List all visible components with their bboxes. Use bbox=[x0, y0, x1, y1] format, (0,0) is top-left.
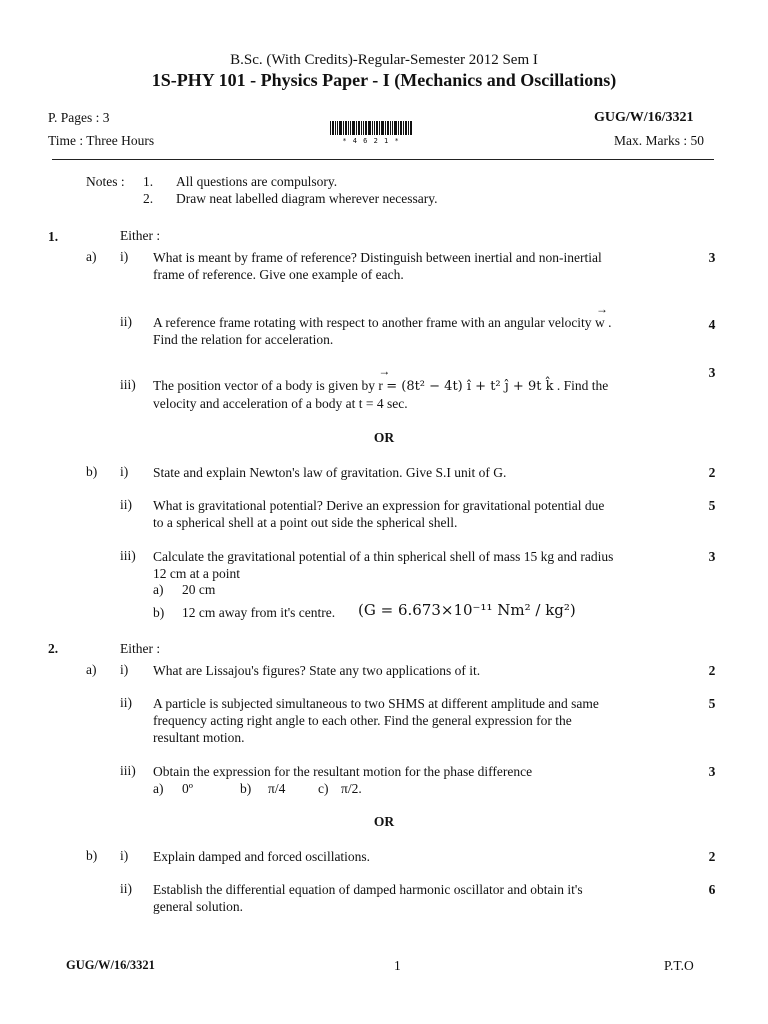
question-text: Obtain the expression for the resultant motion for the phase difference bbox=[153, 764, 533, 779]
vector-arrow: → bbox=[595, 302, 608, 316]
sub-question-number: iii) bbox=[120, 548, 136, 563]
gravitational-constant: (G = 6.673×10⁻¹¹ Nm² / kg²) bbox=[358, 601, 576, 619]
note-number: 2. bbox=[143, 191, 154, 206]
marks: 2 bbox=[708, 465, 716, 480]
marks: 3 bbox=[708, 549, 716, 564]
sub-question-number: i) bbox=[120, 848, 129, 863]
question-text: What is gravitational potential? Derive an expression for gravitational potential due to a spherical shell at a point out side the spherical shell. bbox=[153, 498, 605, 530]
page-count: P. Pages : 3 bbox=[48, 110, 110, 125]
sub-question-number: iii) bbox=[120, 377, 136, 392]
either-label: Either : bbox=[120, 641, 161, 656]
or-separator: OR bbox=[373, 814, 395, 829]
option-text: π/2. bbox=[341, 781, 362, 796]
option-label: b) bbox=[240, 781, 252, 796]
marks: 5 bbox=[708, 696, 716, 711]
question-text: Explain damped and forced oscillations. bbox=[153, 849, 371, 864]
option-label: a) bbox=[153, 582, 164, 597]
max-marks: Max. Marks : 50 bbox=[614, 133, 704, 148]
sub-question-number: i) bbox=[120, 249, 129, 264]
pto-label: P.T.O bbox=[664, 958, 694, 973]
or-separator: OR bbox=[373, 430, 395, 445]
question-text: Calculate the gravitational potential of a thin spherical shell of mass 15 kg and radius 12 cm at a point bbox=[153, 549, 614, 581]
question-text: Establish the differential equation of damped harmonic oscillator and obtain it's general solution. bbox=[153, 882, 583, 914]
sub-question-number: i) bbox=[120, 464, 129, 479]
either-label: Either : bbox=[120, 228, 161, 243]
time-allowed: Time : Three Hours bbox=[48, 133, 155, 148]
position-equation: = (8t² − 4t) î + t² ĵ + 9t k̂ bbox=[386, 379, 554, 394]
paper-title: 1S-PHY 101 - Physics Paper - I (Mechanics and Oscillations) bbox=[151, 70, 617, 90]
note-text: All questions are compulsory. bbox=[176, 174, 338, 189]
question-text: The position vector of a body is given by → r = (8t² − 4t) î + t² ĵ + 9t k̂ . Find the velocity and acceleration of a body at t = 4 sec. bbox=[153, 364, 609, 411]
option-text: 20 cm bbox=[182, 582, 216, 597]
question-text: What is meant by frame of reference? Distinguish between inertial and non-inertial frame of reference. Give one example of each. bbox=[153, 250, 602, 282]
marks: 3 bbox=[708, 365, 716, 380]
part-label: b) bbox=[86, 464, 98, 479]
paper-code: GUG/W/16/3321 bbox=[594, 110, 694, 125]
page-number: 1 bbox=[394, 958, 401, 973]
question-text: What are Lissajou's figures? State any two applications of it. bbox=[153, 663, 481, 678]
notes-label: Notes : bbox=[86, 174, 125, 189]
sub-question-number: ii) bbox=[120, 497, 132, 512]
part-label: a) bbox=[86, 662, 97, 677]
course-line: B.Sc. (With Credits)-Regular-Semester 2012 Sem I bbox=[230, 52, 538, 68]
question-number: 1. bbox=[48, 229, 59, 244]
option-label: b) bbox=[153, 605, 165, 620]
option-label: a) bbox=[153, 781, 164, 796]
question-text: State and explain Newton's law of gravitation. Give S.I unit of G. bbox=[153, 465, 507, 480]
question-text: A particle is subjected simultaneous to two SHMS at different amplitude and same frequency acting right angle to each other. Find the general expression for the resultant motion. bbox=[153, 696, 599, 745]
vector-w: w bbox=[594, 315, 605, 330]
barcode-number: * 4 6 2 1 * bbox=[342, 137, 400, 145]
barcode bbox=[330, 121, 412, 135]
sub-question-number: ii) bbox=[120, 314, 132, 329]
option-text: 0º bbox=[182, 781, 193, 796]
footer-code: GUG/W/16/3321 bbox=[66, 958, 155, 972]
marks: 4 bbox=[708, 317, 716, 332]
marks: 2 bbox=[708, 849, 716, 864]
marks: 6 bbox=[708, 882, 716, 897]
note-text: Draw neat labelled diagram wherever necessary. bbox=[176, 191, 438, 206]
option-text: 12 cm away from it's centre. bbox=[182, 605, 336, 620]
sub-question-number: ii) bbox=[120, 695, 132, 710]
part-label: a) bbox=[86, 249, 97, 264]
marks: 3 bbox=[708, 250, 716, 265]
part-label: b) bbox=[86, 848, 98, 863]
header-divider bbox=[52, 159, 714, 160]
sub-question-number: i) bbox=[120, 662, 129, 677]
option-label: c) bbox=[318, 781, 329, 796]
question-text: A reference frame rotating with respect to another frame with an angular velocity → w . Find the relation for acceleration. bbox=[153, 302, 612, 347]
vector-r: r bbox=[378, 378, 383, 393]
marks: 5 bbox=[708, 498, 716, 513]
note-number: 1. bbox=[143, 174, 154, 189]
sub-question-number: iii) bbox=[120, 763, 136, 778]
sub-question-number: ii) bbox=[120, 881, 132, 896]
option-text: π/4 bbox=[268, 781, 286, 796]
question-number: 2. bbox=[48, 641, 59, 656]
marks: 2 bbox=[708, 663, 716, 678]
marks: 3 bbox=[708, 764, 716, 779]
